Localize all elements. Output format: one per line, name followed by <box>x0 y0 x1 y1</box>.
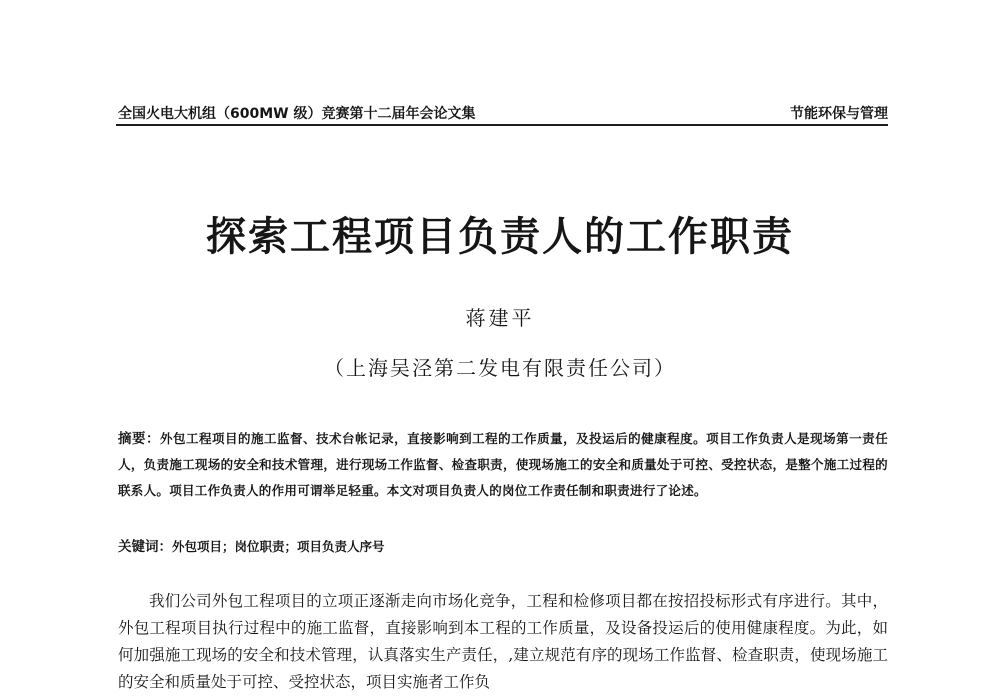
paper-title: 探索工程项目负责人的工作职责 <box>206 214 794 260</box>
author-name: 蒋建平 <box>465 306 535 330</box>
body-paragraph: 我们公司外包工程项目的立项正逐渐走向市场化竞争，工程和检修项目都在按招投标形式有序进行。其中，外包工程项目执行过程中的施工监督，直接影响到本工程的工作质量，及设备投运后的使用健康程度。为此，如何加强施工现场的安全和技术管理，认真落实生产责任，,建立规范有序的现场工作监督、检查职责，使现场施工的安全和质量处于可控、受控状态，项目实施者工作负 <box>118 592 888 691</box>
header-proceedings-title: 全国火电大机组（600MW 级）竞赛第十二届年会论文集 <box>118 106 476 122</box>
running-header <box>118 102 888 124</box>
header-section-name: 节能环保与管理 <box>790 106 888 122</box>
keywords-text: 外包项目；岗位职责；项目负责人序号 <box>172 539 385 554</box>
abstract-text: 外包工程项目的施工监督、技术台帐记录，直接影响到工程的工作质量，及投运后的健康程度。项目工作负责人是现场第一责任人，负责施工现场的安全和技术管理，进行现场工作监督、检查职责，使现场施工的安全和质量处于可控、受控状态，是整个施工过程的联系人。项目工作负责人的作用可谓举足轻重。本文对项目负责人的岗位工作责任制和职责进行了论述。 <box>118 431 888 498</box>
keywords <box>118 534 888 560</box>
abstract-label: 摘要： <box>118 431 161 447</box>
abstract <box>118 426 888 504</box>
header-rule <box>116 124 888 126</box>
keywords-label: 关键词： <box>118 539 172 555</box>
author-affiliation: （上海吴泾第二发电有限责任公司） <box>324 356 676 380</box>
